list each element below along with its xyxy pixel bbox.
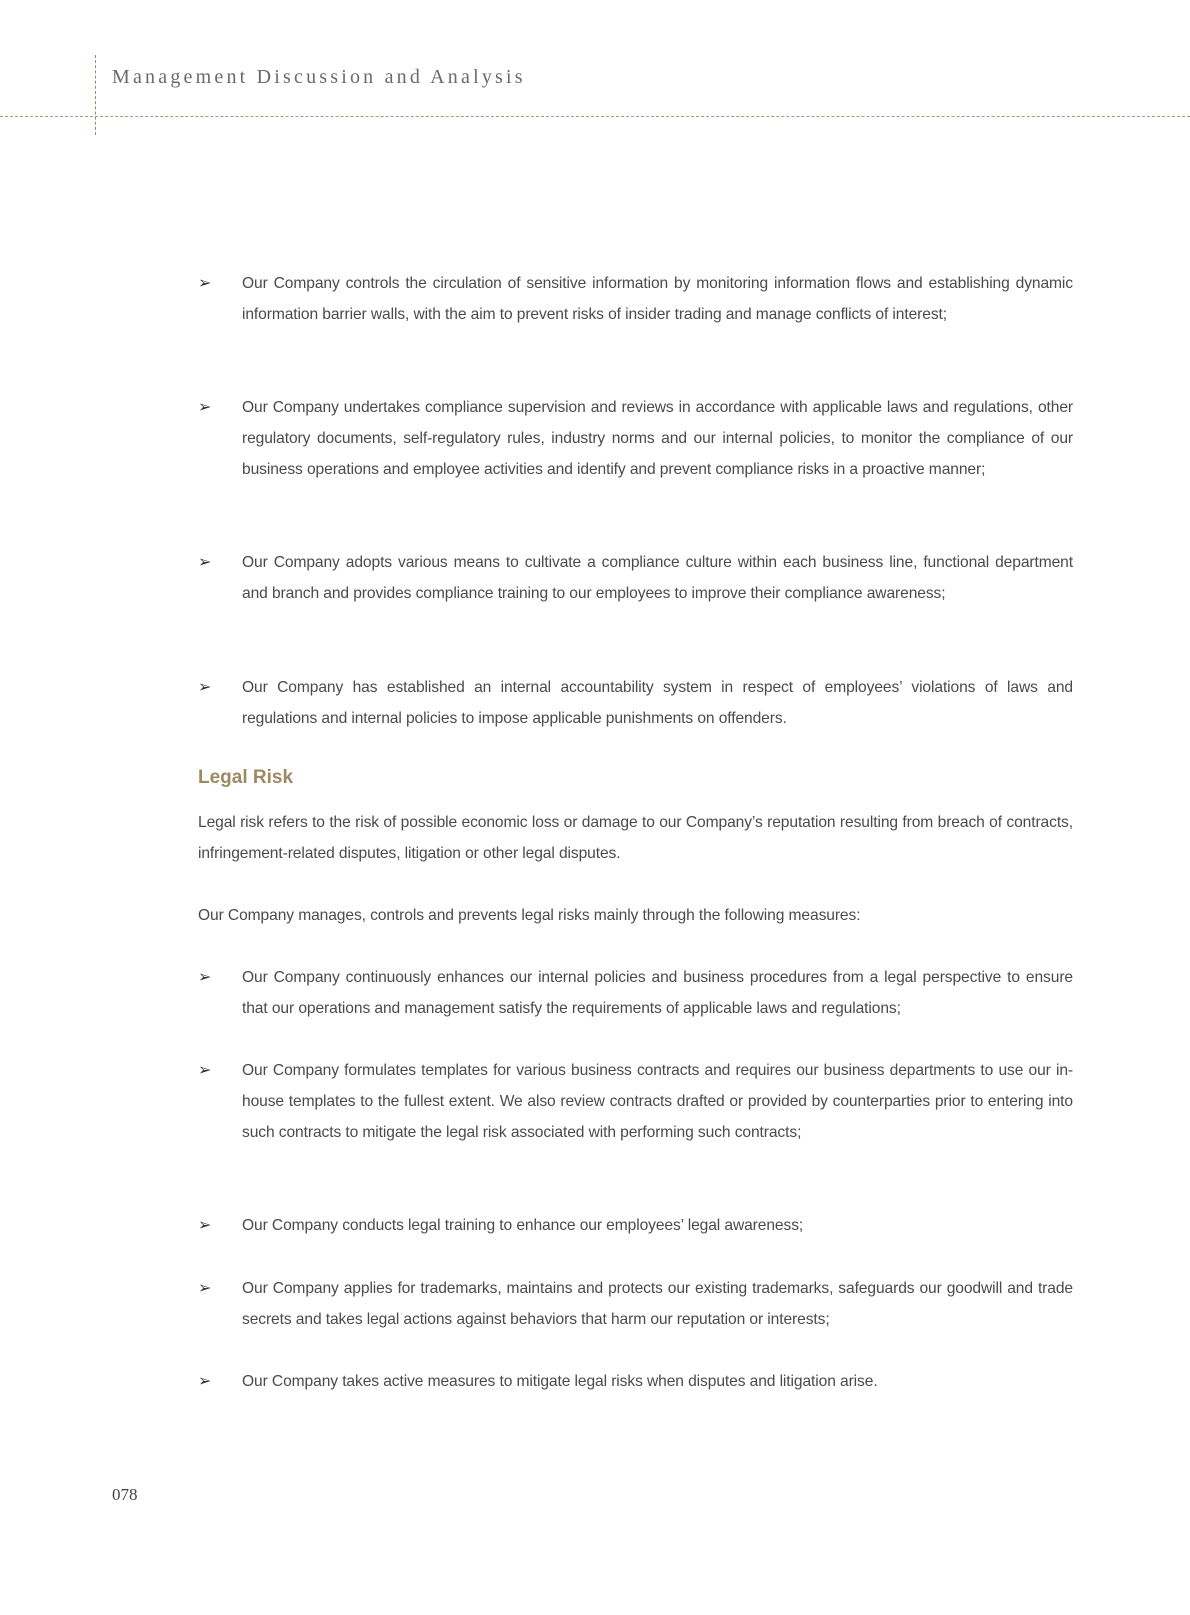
arrow-bullet-icon: ➢: [198, 1062, 212, 1079]
list-item-text: Our Company conducts legal training to enhance our employees’ legal awareness;: [242, 1217, 804, 1234]
arrow-bullet-icon: ➢: [198, 399, 212, 416]
arrow-bullet-icon: ➢: [198, 275, 212, 292]
paragraph: Legal risk refers to the risk of possible economic loss or damage to our Company’s reputation resulting from breach of contracts, infringement-related disputes, litigation or other legal disputes.: [198, 814, 1073, 862]
arrow-bullet-icon: ➢: [198, 969, 212, 986]
list-item-text: Our Company undertakes compliance supervision and reviews in accordance with applicable laws and regulations, other regulatory documents, self-regulatory rules, industry norms and our internal policies, to monitor the compliance of our business operations and employee activities and identify and prevent compliance risks in a proactive manner;: [242, 399, 1073, 478]
list-item-text: Our Company controls the circulation of sensitive information by monitoring information flows and establishing dynamic information barrier walls, with the aim to prevent risks of insider trading and manage conflicts of interest;: [242, 275, 1073, 323]
arrow-bullet-icon: ➢: [198, 1280, 212, 1297]
arrow-bullet-icon: ➢: [198, 1217, 212, 1234]
running-header-title: Management Discussion and Analysis: [112, 66, 526, 88]
header-vertical-rule: [95, 55, 96, 135]
list-item-text: Our Company applies for trademarks, maintains and protects our existing trademarks, safeguards our goodwill and trade secrets and takes legal actions against behaviors that harm our reputation or interests;: [242, 1280, 1073, 1328]
arrow-bullet-icon: ➢: [198, 679, 212, 696]
section-heading: Legal Risk: [198, 767, 294, 788]
arrow-bullet-icon: ➢: [198, 554, 212, 571]
list-item-text: Our Company has established an internal accountability system in respect of employees’ violations of laws and regulations and internal policies to impose applicable punishments on offenders.: [242, 679, 1073, 727]
paragraph: Our Company manages, controls and prevents legal risks mainly through the following measures:: [198, 907, 861, 924]
arrow-bullet-icon: ➢: [198, 1373, 212, 1390]
list-item-text: Our Company continuously enhances our internal policies and business procedures from a legal perspective to ensure that our operations and management satisfy the requirements of applicable laws and regulations;: [242, 969, 1073, 1017]
page-number: 078: [112, 1485, 138, 1504]
list-item-text: Our Company adopts various means to cultivate a compliance culture within each business line, functional department and branch and provides compliance training to our employees to improve their compliance awareness;: [242, 554, 1073, 602]
header-dashed-rule: [0, 116, 1190, 117]
list-item-text: Our Company formulates templates for various business contracts and requires our business departments to use our in-house templates to the fullest extent. We also review contracts drafted or provided by counterparties prior to entering into such contracts to mitigate the legal risk associated with performing such contracts;: [242, 1062, 1073, 1141]
list-item-text: Our Company takes active measures to mitigate legal risks when disputes and litigation arise.: [242, 1373, 878, 1390]
